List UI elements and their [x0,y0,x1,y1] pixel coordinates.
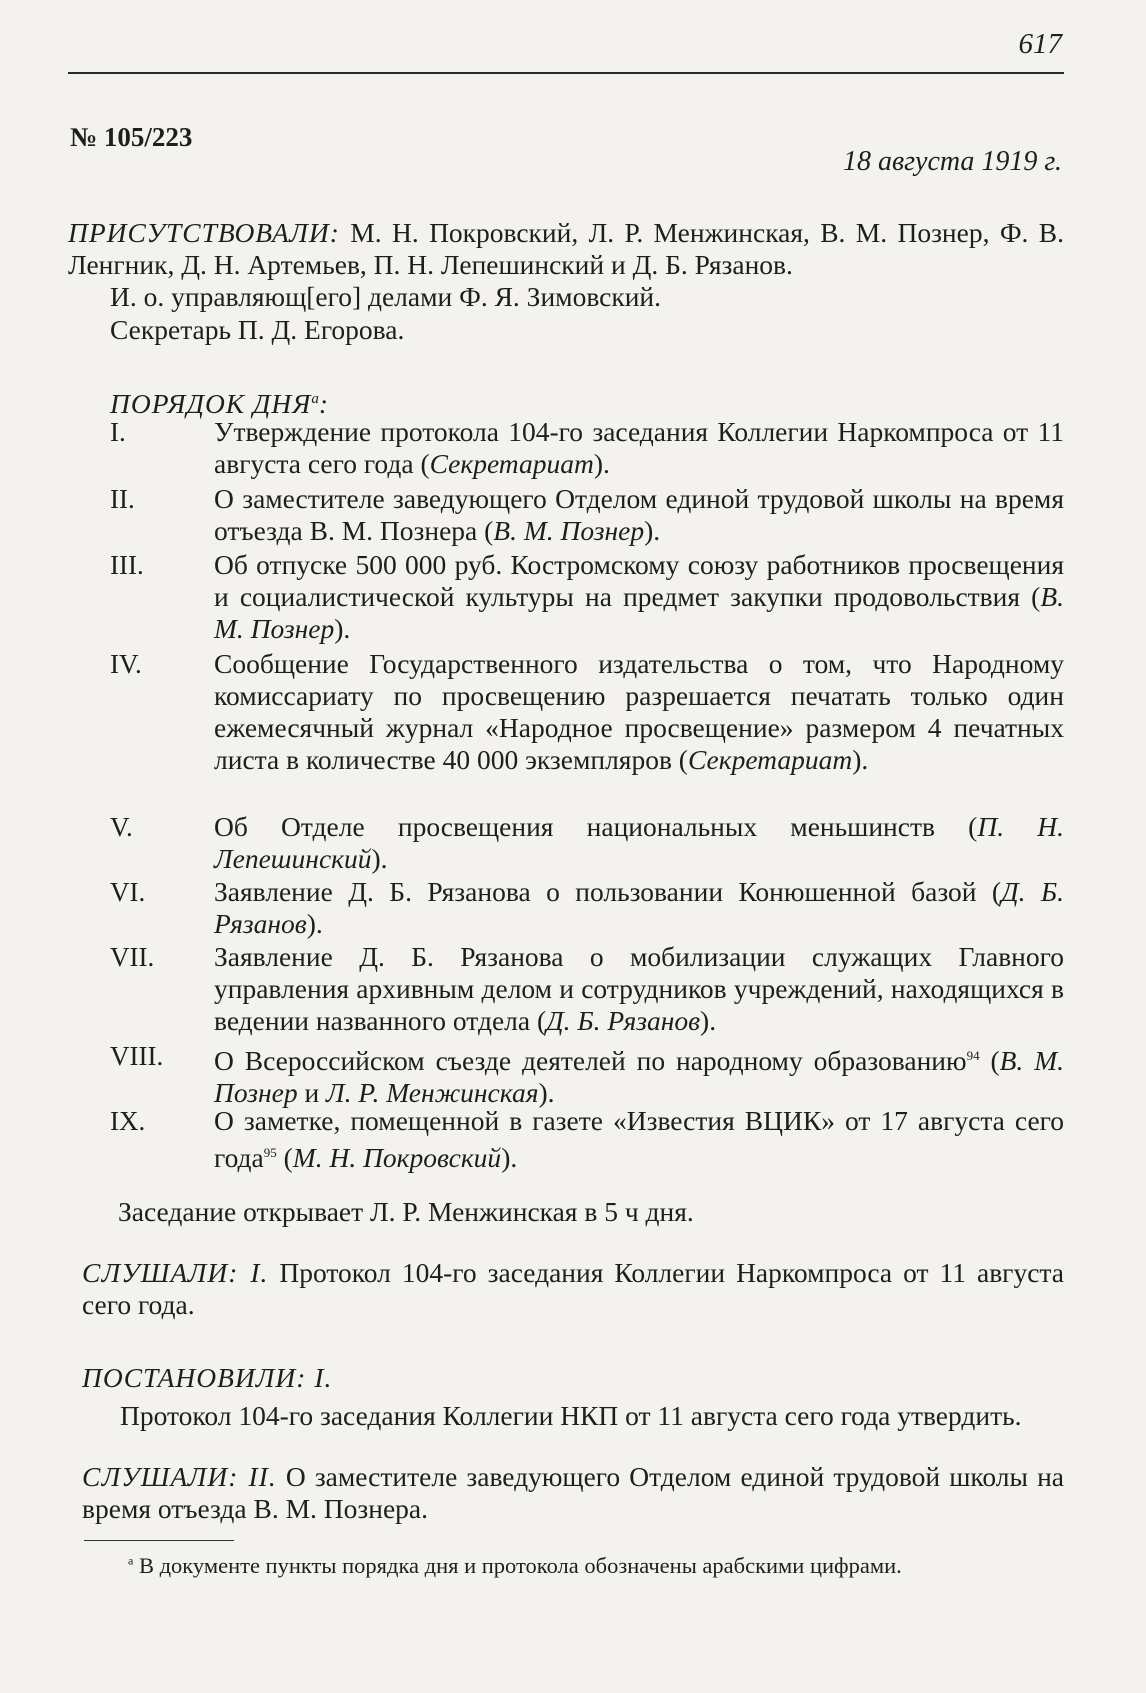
acting-manager-line: И. о. управляющ[его] делами Ф. Я. Зимовский. [110,281,662,312]
agenda-item-tail: ). [334,613,351,644]
agenda-item-number: III. [110,550,144,580]
agenda-item-speaker: В. М. Познер [214,581,1064,644]
document-number: № 105/223 [70,122,193,152]
agenda-item-number: VII. [110,942,155,972]
agenda-item-tail: ). [644,515,661,546]
agenda-item-body: О Всероссийском съезде деятелей по народному образованию [214,1045,967,1077]
agenda-item-body: ( [979,1045,1000,1077]
agenda-item-speaker: П. Н. Лепешинский [214,811,1064,874]
agenda-item-tail: ). [306,908,323,939]
agenda-item-body: Об Отделе просвещения национальных меньшинств ( [214,811,978,842]
attendees-label: ПРИСУТСТВОВАЛИ: [68,217,340,248]
agenda-item-body: О заметке, помещенной в газете «Известия ВЦИК» от 17 августа сего года [214,1105,1064,1174]
agenda-item-number: II. [110,484,135,514]
agenda-item-number: I. [110,417,126,447]
attendees-names: М. Н. Покровский, Л. Р. Менжинская, В. М. Познер, Ф. В. Ленгник, Д. Н. Артемьев, П. Н. Лепешинский и Д. Б. Рязанов. [68,217,1064,280]
agenda-item-body: Об отпуске 500 000 руб. Костромскому союзу работников просвещения и социалистической культуры на предмет закупки продовольствия ( [214,549,1064,612]
agenda-item-text [214,549,1064,645]
agenda-item-body: Утверждение протокола 104-го заседания Коллегии Наркомпроса от 11 августа сего года ( [214,416,1064,479]
agenda-item-text [214,811,1064,875]
agenda-item-text [214,416,1064,480]
decided-text: Протокол 104-го заседания Коллегии НКП от 11 августа сего года утвердить. [120,1400,1022,1431]
footnote-mark: а [128,1553,134,1568]
agenda-item-text [214,1105,1064,1174]
agenda-item-speaker: Л. Р. Менжинская [326,1077,539,1109]
agenda-item-body: Заявление Д. Б. Рязанова о мобилизации служащих Главного управления архивным делом и сотрудников учреждений, находящихся в ведении названного отдела ( [214,941,1064,1036]
footnote-ref: 94 [966,1048,980,1063]
agenda-heading: ПОРЯДОК $ДНЯ^а$: [110,388,330,420]
decided-label: ПОСТАНОВИЛИ: I. [82,1362,333,1393]
heard-label: СЛУШАЛИ: II. [82,1461,277,1492]
agenda-item-speaker: Д. Б. Рязанов [546,1005,701,1036]
heard-text: Протокол 104-го заседания Коллегии Наркомпроса от 11 августа сего года. [82,1257,1064,1320]
heard-text: О заместителе заведующего Отделом единой трудовой школы на время отъезда В. М. Познера. [82,1461,1064,1524]
agenda-item-tail: ). [501,1142,518,1174]
heard-label: СЛУШАЛИ: I. [82,1257,269,1288]
agenda-item-number: VI. [110,877,146,907]
heard-section-1 [82,1257,1064,1321]
agenda-item-speaker: В. М. Познер [214,1045,1064,1109]
agenda-item-tail: ). [371,843,388,874]
agenda-item-speaker: Д. Б. Рязанов [214,876,1064,939]
header-rule [68,72,1064,74]
agenda-heading-label: ПОРЯДОК ДНЯ [110,388,312,420]
agenda-item-body: Сообщение Государственного издательства о том, что Народному комиссариату по просвещению разрешается печатать только один ежемесячный журнал «Народное просвещение» размером 4 печатных листа в количестве 40 000 экземпляров ( [214,648,1064,775]
agenda-item-text [214,483,1064,547]
agenda-item-tail: ). [700,1005,717,1036]
agenda-item-tail: ). [852,744,869,775]
secretary-line: Секретарь П. Д. Егорова. [110,314,405,345]
agenda-item-tail: ). [593,448,610,479]
attendees-paragraph [68,217,1064,281]
agenda-item-number: V. [110,812,133,842]
agenda-footnote-mark: а [311,391,319,407]
document-date: 18 августа 1919 г. [842,146,1062,177]
agenda-item-speaker: М. Н. Покровский [292,1142,502,1174]
agenda-item-body: Заявление Д. Б. Рязанова о пользовании Конюшенной базой ( [214,876,1002,907]
footnote-rule [84,1540,234,1541]
agenda-item-tail: ). [538,1077,555,1109]
agenda-item-number: VIII. [110,1041,164,1071]
agenda-item-text [214,648,1064,776]
agenda-item-body: ( [276,1142,293,1174]
agenda-item-text [214,1040,1064,1109]
agenda-item-body: О заместителе заведующего Отделом единой трудовой школы на время отъезда В. М. Познера ( [214,483,1064,546]
agenda-item-conj: и [297,1077,327,1109]
footnote-ref: 95 [263,1145,277,1160]
heard-section-2 [82,1461,1064,1525]
agenda-item-number: IX. [110,1106,146,1136]
agenda-item-speaker: В. М. Познер [493,515,645,546]
agenda-item-text [214,876,1064,940]
agenda-item-speaker: Секретариат [687,744,853,775]
page-number: 617 [1018,28,1062,60]
agenda-item-text [214,941,1064,1037]
agenda-item-speaker: Секретариат [429,448,594,479]
agenda-item-number: IV. [110,649,142,679]
footnote-text: В документе пункты порядка дня и протокола обозначены арабскими цифрами. [133,1553,902,1578]
footnote [128,1553,902,1579]
session-opening: Заседание открывает Л. Р. Менжинская в 5 ч дня. [118,1196,694,1227]
